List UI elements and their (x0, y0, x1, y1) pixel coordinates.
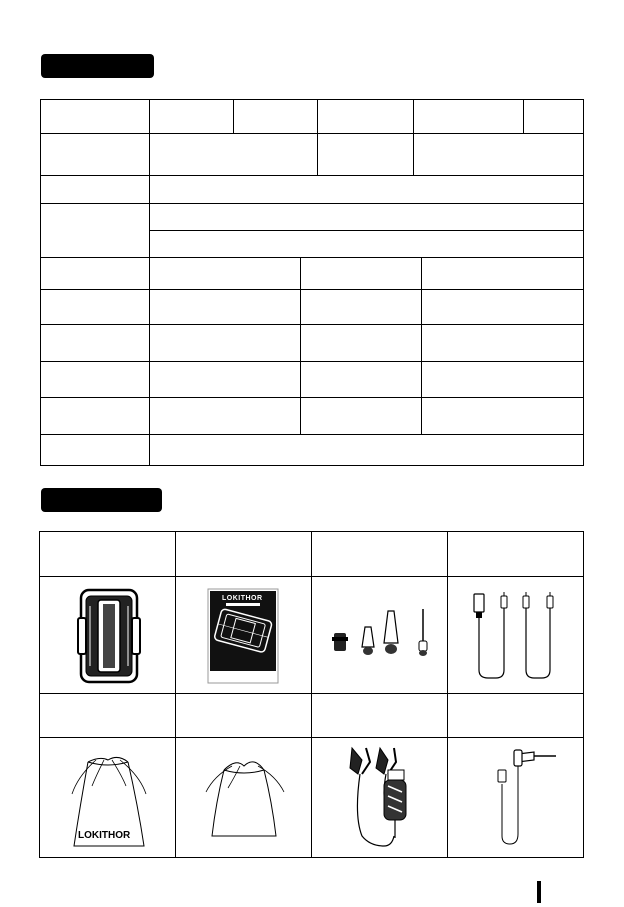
spec-col-divider (421, 257, 422, 434)
spec-row-divider (40, 397, 584, 398)
spec-row-divider (149, 230, 584, 231)
user-manual-illustration (206, 587, 280, 685)
large-storage-bag-illustration (66, 746, 150, 850)
package-col-divider (311, 531, 312, 858)
package-col-divider (447, 531, 448, 858)
bag-logo-text: LOKITHOR (78, 830, 131, 841)
jump-starter-unit-illustration (78, 588, 140, 684)
spec-col-divider (317, 99, 318, 175)
air-hose-illustration (488, 744, 558, 850)
package-contents-section-header (41, 488, 162, 512)
charging-cable-illustration (470, 590, 566, 682)
spec-row-divider (40, 289, 584, 290)
specifications-section-header (41, 54, 154, 78)
spec-col-divider (149, 99, 150, 466)
spec-col-divider (233, 99, 234, 133)
spec-row-divider (40, 361, 584, 362)
spec-col-divider (300, 257, 301, 434)
package-col-divider (175, 531, 176, 858)
spec-row-divider (40, 324, 584, 325)
nozzle-adapters-illustration (332, 609, 432, 659)
jumper-clamps-illustration (340, 746, 422, 850)
spec-row-divider (40, 257, 584, 258)
spec-row-divider (40, 434, 584, 435)
manual-logo-text: LOKITHOR (222, 595, 263, 602)
specifications-table (40, 99, 584, 466)
spec-row-divider (40, 133, 584, 134)
page-marker (537, 881, 541, 903)
spec-row-divider (40, 203, 584, 204)
spec-col-divider (523, 99, 524, 133)
spec-row-divider (40, 175, 584, 176)
small-storage-bag-illustration (200, 752, 288, 838)
spec-col-divider (413, 99, 414, 175)
